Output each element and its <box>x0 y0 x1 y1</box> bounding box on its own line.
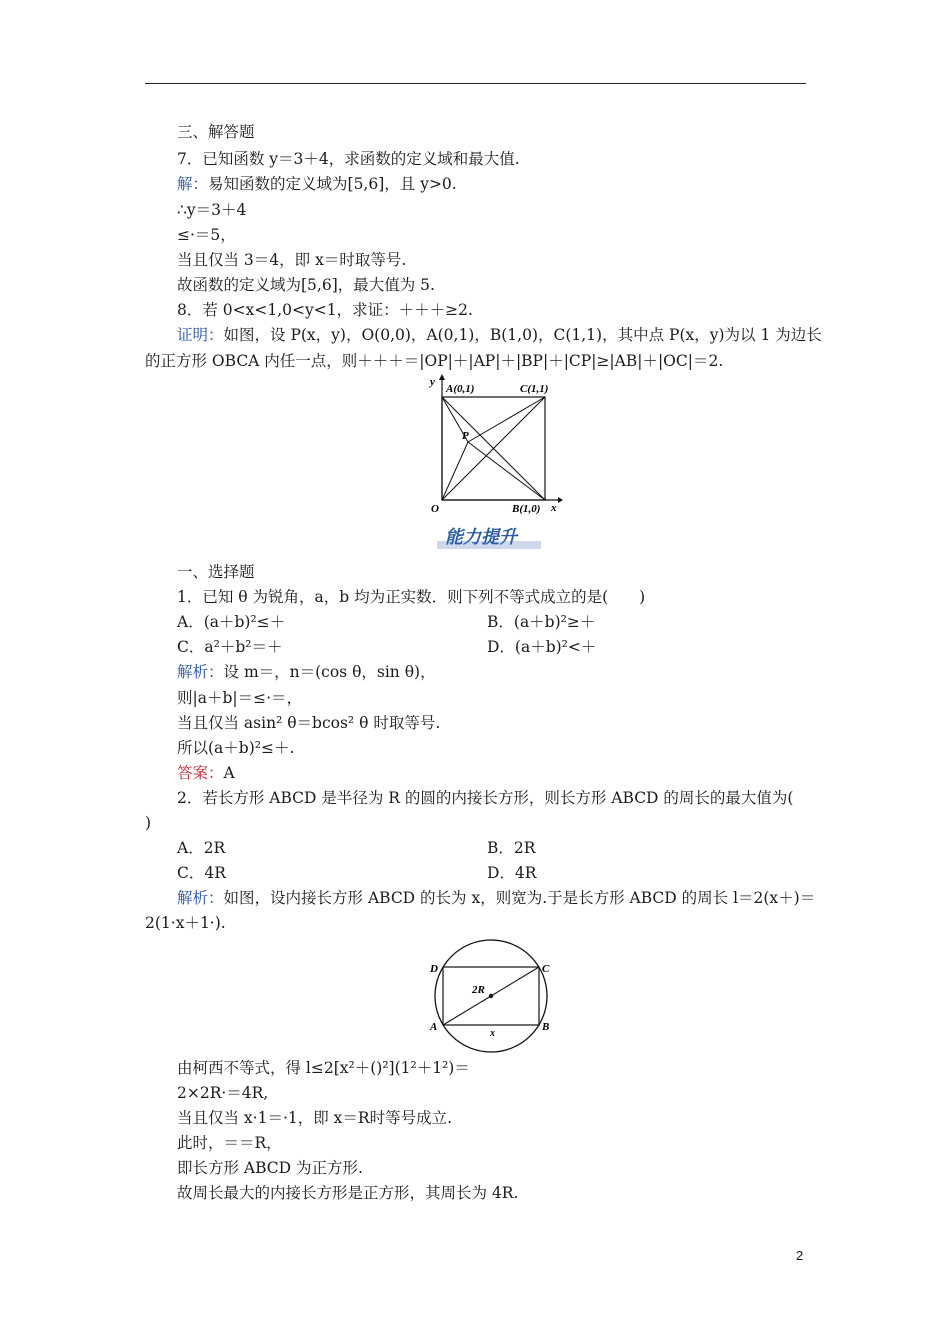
question-7: 7．已知函数 y＝3＋4，求函数的定义域和最大值. <box>177 150 520 168</box>
q7-line-3: 当且仅当 3＝4，即 x＝时取等号. <box>177 251 407 269</box>
circle-figure <box>425 936 560 1056</box>
q2-solution-1 <box>177 888 815 908</box>
vertex-C-label: C <box>542 963 550 975</box>
q1-option-A: A．(a＋b)²≤＋ <box>177 613 286 631</box>
q2-option-C: C．4R <box>177 864 226 882</box>
q2-line-4: 此时，＝＝R， <box>177 1134 282 1152</box>
question-2-line-1: 2．若长方形 ABCD 是半径为 R 的圆的内接长方形，则长方形 ABCD 的周长的最大值为( <box>177 789 794 807</box>
q8-proof-2: 的正方形 OBCA 内任一点，则＋＋＋＝|OP|＋|AP|＋|BP|＋|CP|≥|AB|＋|OC|＝2. <box>145 352 724 370</box>
y-axis-label: y <box>430 376 435 388</box>
q1-solution-3: 当且仅当 asin² θ＝bcos² θ 时取等号. <box>177 714 441 732</box>
analysis-text-2: 如图，设内接长方形 ABCD 的长为 x，则宽为.于是长方形 ABCD 的周长 l＝2(x＋)＝ <box>223 889 816 907</box>
ability-banner <box>435 523 543 551</box>
q1-option-D: D．(a＋b)²<＋ <box>487 638 597 656</box>
point-A-label: A(0,1) <box>446 383 475 395</box>
q1-answer <box>177 763 235 783</box>
segment-BP <box>468 442 545 500</box>
square-figure <box>420 372 565 517</box>
section-heading-3: 三、解答题 <box>177 123 255 141</box>
point-P-label: P <box>462 430 469 442</box>
solution-label: 解： <box>177 175 209 193</box>
q2-line-3: 当且仅当 x·1＝·1，即 x＝R时等号成立. <box>177 1109 453 1127</box>
section-heading-1: 一、选择题 <box>177 563 255 581</box>
q1-option-C: C．a²＋b²＝＋ <box>177 638 283 656</box>
q7-line-4: 故函数的定义域为[5,6]，最大值为 5. <box>177 276 435 294</box>
q2-line-2: 2×2R·＝4R, <box>177 1084 269 1102</box>
q7-solution <box>177 174 457 194</box>
q1-solution-1 <box>177 662 436 682</box>
x-axis-arrow <box>558 497 563 503</box>
proof-text: 如图，设 P(x，y)，O(0,0)，A(0,1)，B(1,0)，C(1,1)，其中点 P(x，y)为以 1 为边长 <box>223 326 822 344</box>
header-rule <box>145 83 806 84</box>
banner-text: 能力提升 <box>445 527 517 548</box>
q2-option-A: A．2R <box>177 839 226 857</box>
length-x-label: x <box>490 1028 495 1039</box>
q1-solution-4: 所以(a＋b)²≤＋. <box>177 739 295 757</box>
segment-OP <box>442 442 468 500</box>
x-axis-label: x <box>551 502 557 514</box>
analysis-text: 设 m＝，n＝(cos θ，sin θ)， <box>223 663 436 681</box>
q7-line-1: ∴y＝3＋4 <box>177 201 247 219</box>
q1-solution-2: 则|a＋b|＝≤·＝， <box>177 689 303 707</box>
analysis-label: 解析： <box>177 663 224 681</box>
analysis-label-2: 解析： <box>177 889 224 907</box>
q2-line-1: 由柯西不等式，得 l≤2[x²＋()²](1²＋1²)＝ <box>177 1059 470 1077</box>
q2-line-5: 即长方形 ABCD 为正方形. <box>177 1159 363 1177</box>
q2-line-6: 故周长最大的内接长方形是正方形，其周长为 4R. <box>177 1184 519 1202</box>
page-number: 2 <box>796 1248 804 1263</box>
point-O-label: O <box>431 503 439 515</box>
q7-line-2: ≤·＝5， <box>177 226 236 244</box>
question-8: 8．若 0<x<1,0<y<1，求证：＋＋＋≥2. <box>177 301 473 319</box>
question-2-line-2: ) <box>145 814 152 832</box>
solution-text: 易知函数的定义域为[5,6]，且 y>0. <box>208 175 457 193</box>
vertex-A-label: A <box>430 1021 438 1033</box>
q2-option-B: B．2R <box>487 839 536 857</box>
vertex-B-label: B <box>542 1021 550 1033</box>
point-C-label: C(1,1) <box>520 383 549 395</box>
answer-label: 答案： <box>177 764 224 782</box>
vertex-D-label: D <box>430 963 438 975</box>
q8-proof-1 <box>177 325 822 345</box>
y-axis-arrow <box>439 374 445 380</box>
point-B-label: B(1,0) <box>512 503 541 515</box>
answer-value: A <box>223 764 235 782</box>
q1-option-B: B．(a＋b)²≥＋ <box>487 613 596 631</box>
proof-label: 证明： <box>177 326 224 344</box>
banner-graphic <box>435 523 543 551</box>
radius-label: 2R <box>472 984 485 996</box>
q2-solution-2: 2(1·x＋1·). <box>145 914 226 932</box>
center-dot <box>489 994 493 998</box>
q2-option-D: D．4R <box>487 864 537 882</box>
question-1: 1．已知 θ 为锐角，a，b 均为正实数．则下列不等式成立的是( ) <box>177 588 646 606</box>
